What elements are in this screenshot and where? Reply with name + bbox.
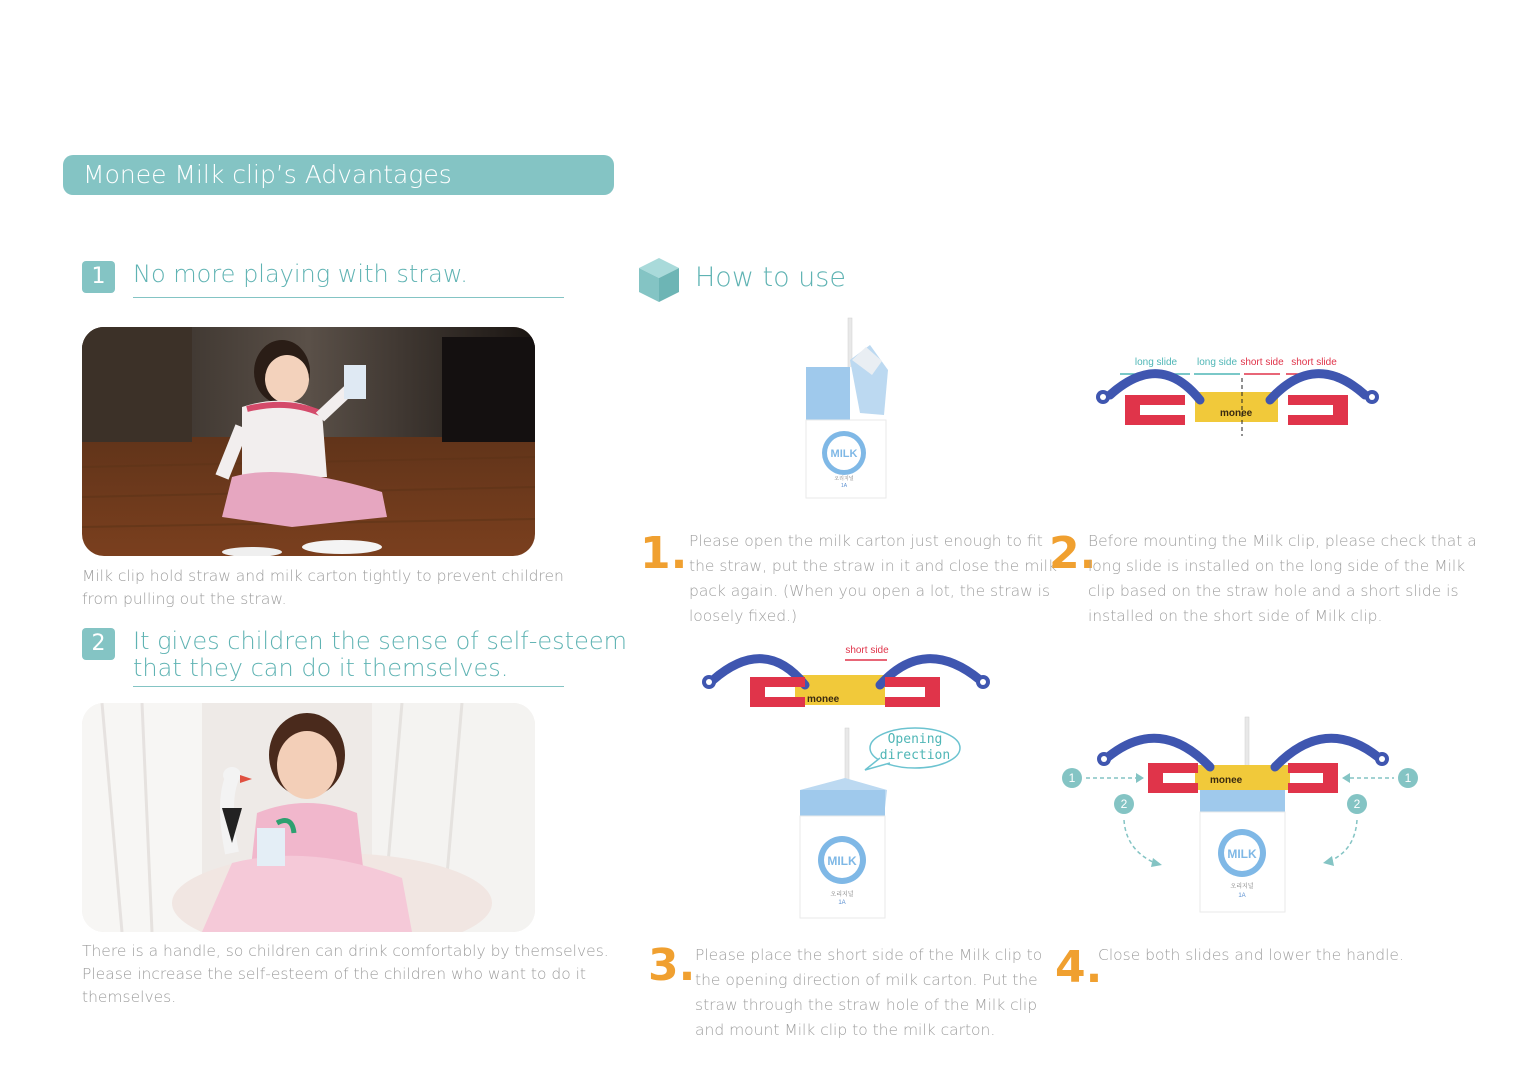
section-number-badge: 2 [82, 628, 115, 660]
howto-title: How to use [695, 262, 846, 293]
caption-line: from pulling out the straw. [82, 590, 287, 608]
section-title-line: No more playing with straw. [133, 260, 468, 288]
step-line: clip based on the straw hole and a short slide is [1088, 582, 1459, 600]
step-line: Before mounting the Milk clip, please check that a [1088, 532, 1477, 550]
label-short-side: short side [1240, 357, 1284, 368]
section-caption [82, 565, 564, 611]
marker-1-right: 1 [1404, 771, 1412, 785]
step-line: Close both slides and lower the handle. [1098, 946, 1404, 964]
milk-carton-open-illustration [800, 315, 892, 500]
carton-grade-label: 1A [838, 900, 846, 906]
step-line: and mount Milk clip to the milk carton. [695, 1021, 996, 1039]
clip-close-illustration [1060, 715, 1425, 915]
step-line: installed on the short side of Milk clip. [1088, 607, 1383, 625]
section-title-line: It gives children the sense of self-esteem [133, 627, 628, 655]
step-text [1098, 943, 1404, 968]
step-line: long slide is installed on the long side of the Milk [1088, 557, 1466, 575]
step-line: straw through the straw hole of the Milk clip [695, 996, 1038, 1014]
step-number: 4. [1055, 942, 1103, 993]
caption-line: Milk clip hold straw and milk carton tightly to prevent children [82, 567, 564, 585]
carton-milk-label: MILK [830, 448, 858, 460]
carton-milk-label: MILK [1227, 847, 1257, 861]
section-divider [133, 297, 564, 298]
section-number-badge: 1 [82, 261, 115, 293]
step-text [695, 943, 1042, 1043]
carton-sub-label: 오리지널 [834, 476, 854, 482]
page-title: Monee Milk clip’s Advantages [83, 160, 452, 189]
step-line: the opening direction of milk carton. Put the [695, 971, 1038, 989]
caption-line: themselves. [82, 988, 177, 1006]
step-number: 1. [640, 528, 688, 579]
photo-girl-with-toy [82, 703, 535, 932]
carton-grade-label: 1A [1238, 893, 1246, 899]
section-divider [133, 686, 564, 687]
brand-label: monee [807, 694, 840, 705]
photo-child-with-milk [82, 327, 535, 556]
caption-line: There is a handle, so children can drink comfortably by themselves. [82, 942, 609, 960]
section-title [133, 628, 627, 682]
step-line: pack again. (When you open a lot, the straw is [689, 582, 1051, 600]
section-title [133, 261, 468, 288]
label-short-side: short side [845, 645, 889, 656]
step-number: 3. [648, 940, 696, 991]
step-line: the straw, put the straw in it and close the milk [689, 557, 1057, 575]
label-long-slide: long slide [1134, 357, 1178, 368]
clip-slides-illustration [1090, 350, 1385, 440]
step-line: Please open the milk carton just enough to fit [689, 532, 1043, 550]
step-number: 2. [1049, 528, 1097, 579]
step-text [1088, 529, 1477, 629]
step-line: loosely fixed.) [689, 607, 798, 625]
brand-label: monee [1210, 775, 1243, 786]
marker-2-right: 2 [1353, 797, 1361, 811]
section-title-line: that they can do it themselves. [133, 654, 509, 682]
clip-mount-illustration [695, 640, 995, 925]
cube-icon [637, 256, 681, 304]
carton-milk-label: MILK [827, 854, 857, 868]
marker-1-left: 1 [1068, 771, 1076, 785]
brand-label: monee [1220, 408, 1253, 419]
opening-label: Opening [887, 732, 943, 747]
section-caption [82, 940, 609, 1009]
label-short-slide: short slide [1291, 357, 1337, 368]
caption-line: Please increase the self-esteem of the children who want to do it [82, 965, 586, 983]
marker-2-left: 2 [1120, 797, 1128, 811]
step-line: Please place the short side of the Milk clip to [695, 946, 1043, 964]
carton-sub-label: 오리지널 [1230, 883, 1254, 890]
label-long-side: long side [1196, 357, 1238, 368]
direction-label: direction [879, 748, 951, 763]
step-text [689, 529, 1057, 629]
carton-grade-label: 1A [840, 483, 848, 489]
carton-sub-label: 오리지널 [830, 891, 854, 898]
